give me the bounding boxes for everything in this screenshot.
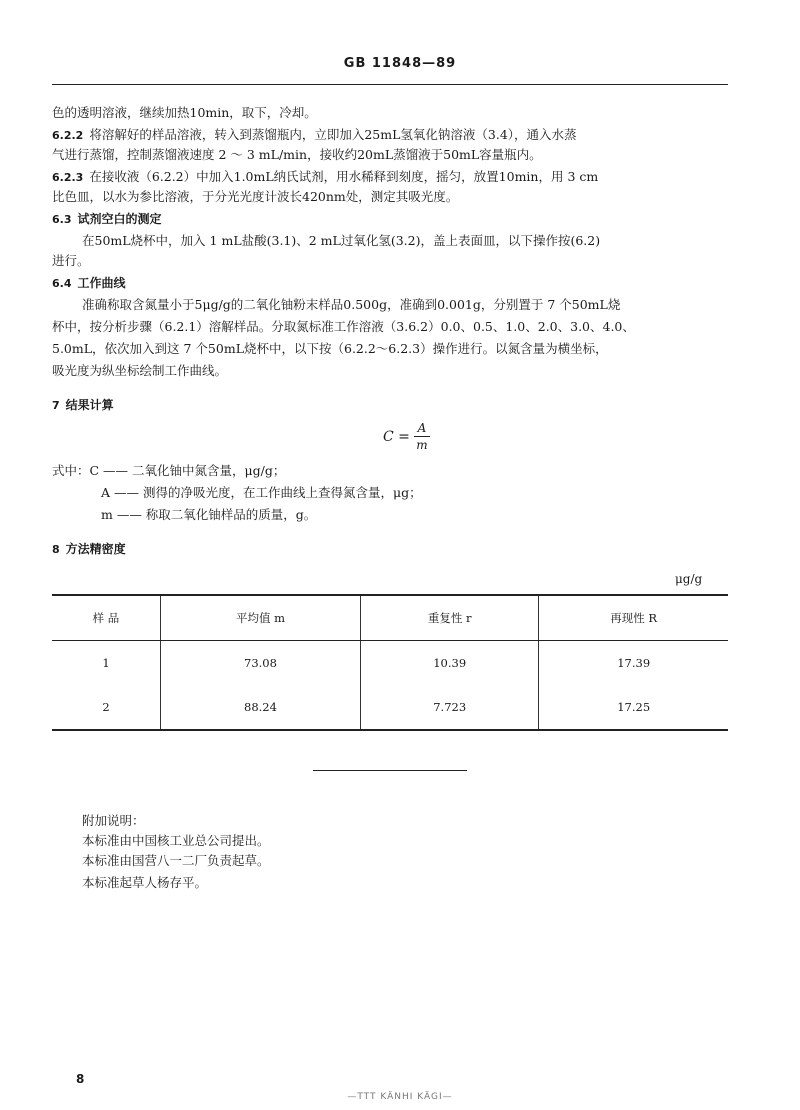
formula-lhs: C = bbox=[383, 428, 410, 445]
where-m: m —— 称取二氧化铀样品的质量，g。 bbox=[101, 507, 317, 522]
end-rule bbox=[313, 770, 467, 771]
where-clause bbox=[52, 462, 285, 480]
note-line: 本标准由国营八一二厂负责起草。 bbox=[82, 853, 270, 868]
standard-number: GB 11848—89 bbox=[343, 56, 457, 71]
table-cell: 17.39 bbox=[539, 641, 728, 686]
paragraph-text: 比色皿，以水为参比溶液，于分光光度计波长420nm处，测定其吸光度。 bbox=[52, 189, 459, 204]
section-number: 6.3 bbox=[52, 213, 72, 226]
section-title: 试剂空白的测定 bbox=[77, 212, 162, 226]
paragraph-text: 气进行蒸馏，控制蒸馏液速度 2 ～ 3 mL/min，接收约20mL蒸馏液于50mL容量瓶内。 bbox=[52, 147, 542, 162]
column-header: 平均值 m bbox=[160, 595, 360, 641]
section-title: 工作曲线 bbox=[77, 276, 126, 290]
note-line: 本标准由中国核工业总公司提出。 bbox=[82, 833, 270, 848]
section-title: 方法精密度 bbox=[65, 542, 126, 556]
section-6-2-2 bbox=[52, 126, 577, 145]
where-a: A —— 测得的净吸光度，在工作曲线上查得氮含量，μg； bbox=[101, 485, 422, 500]
section-number: 7 bbox=[52, 399, 60, 412]
paragraph-text: 准确称取含氮量小于5μg/g的二氧化铀粉末样品0.500g，准确到0.001g，分别置于 7 个50mL烧 bbox=[82, 297, 621, 312]
table-cell: 2 bbox=[52, 685, 160, 730]
paragraph-text: 进行。 bbox=[52, 253, 90, 268]
table-unit: μg/g bbox=[675, 572, 703, 586]
column-header: 再现性 R bbox=[539, 595, 728, 641]
section-title: 结果计算 bbox=[65, 398, 114, 412]
section-number: 6.4 bbox=[52, 277, 72, 290]
section-6-4-heading bbox=[52, 274, 126, 293]
page-number: 8 bbox=[76, 1072, 85, 1086]
formula bbox=[383, 420, 430, 453]
paragraph-text: 在接收液（6.2.2）中加入1.0mL纳氏试剂，用水稀释到刻度，摇匀，放置10min，用 3 cm bbox=[89, 169, 599, 184]
formula-denominator: m bbox=[416, 438, 428, 452]
paragraph-text: 在50mL烧杯中，加入 1 mL盐酸(3.1)、2 mL过氧化氢(3.2)，盖上表面皿，以下操作按(6.2) bbox=[82, 233, 601, 248]
continued-text: 色的透明溶液，继续加热10min，取下，冷却。 bbox=[52, 105, 317, 120]
table-row bbox=[52, 685, 728, 730]
notes-title: 附加说明： bbox=[82, 813, 145, 828]
table-cell: 88.24 bbox=[160, 685, 360, 730]
column-header: 样 品 bbox=[52, 595, 160, 641]
table-cell: 10.39 bbox=[360, 641, 538, 686]
note-line: 本标准起草人杨存平。 bbox=[82, 875, 208, 890]
section-6-3-heading bbox=[52, 210, 162, 229]
paragraph-text: 5.0mL，依次加入到这 7 个50mL烧杯中，以下按（6.2.2～6.2.3）操作进行。以氮含量为横坐标， bbox=[52, 341, 608, 356]
where-c: C —— 二氧化铀中氮含量，μg/g； bbox=[89, 463, 286, 478]
section-6-2-3 bbox=[52, 168, 598, 187]
table-cell: 73.08 bbox=[160, 641, 360, 686]
section-7-heading bbox=[52, 396, 114, 415]
formula-numerator: A bbox=[417, 421, 427, 435]
table-cell: 17.25 bbox=[539, 685, 728, 730]
paragraph-text: 吸光度为纵坐标绘制工作曲线。 bbox=[52, 363, 228, 378]
section-number: 6.2.2 bbox=[52, 129, 84, 142]
table-header-row bbox=[52, 595, 728, 641]
paragraph-text: 将溶解好的样品溶液，转入到蒸馏瓶内，立即加入25mL氢氧化钠溶液（3.4），通入水蒸 bbox=[89, 127, 577, 142]
column-header: 重复性 r bbox=[360, 595, 538, 641]
precision-table bbox=[52, 594, 728, 731]
header-rule bbox=[52, 84, 728, 85]
table-cell: 1 bbox=[102, 656, 110, 670]
formula-fraction bbox=[414, 420, 430, 453]
where-intro: 式中： bbox=[52, 463, 90, 478]
table-cell: 7.723 bbox=[360, 685, 538, 730]
section-number: 6.2.3 bbox=[52, 171, 84, 184]
paragraph-text: 杯中，按分析步骤（6.2.1）溶解样品。分取氮标准工作溶液（3.6.2）0.0、0.5、1.0、2.0、3.0、4.0、 bbox=[52, 319, 635, 334]
section-8-heading bbox=[52, 540, 126, 559]
table-row bbox=[52, 641, 728, 686]
footer-watermark: —TTT KÄNHI KÄGI— bbox=[347, 1092, 453, 1102]
section-number: 8 bbox=[52, 543, 60, 556]
